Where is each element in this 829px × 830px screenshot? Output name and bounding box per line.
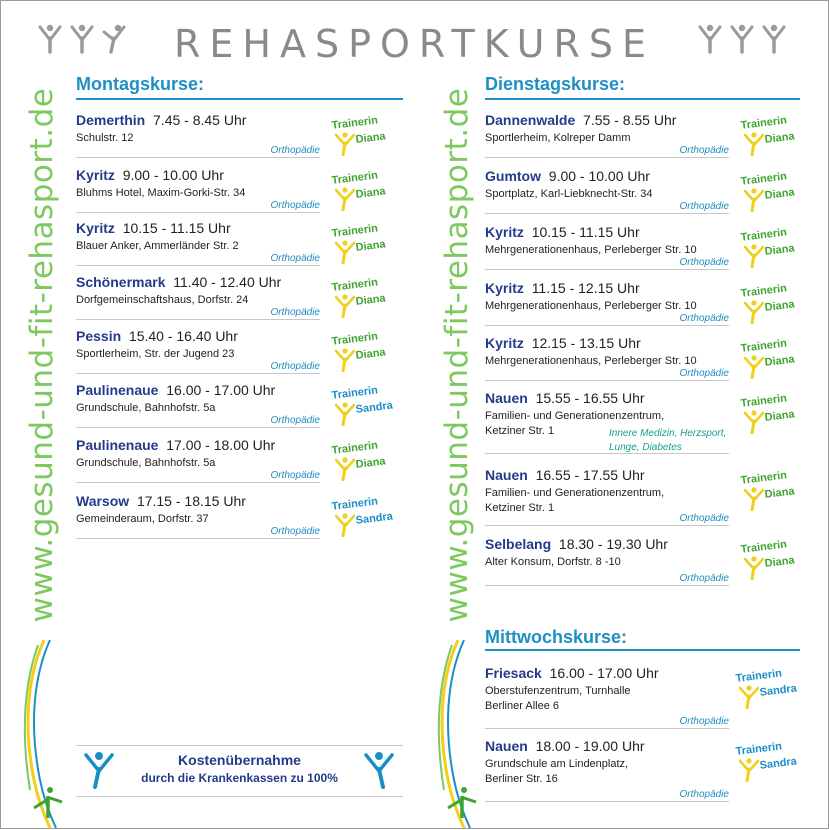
course-time: 7.55 - 8.55 Uhr bbox=[583, 112, 677, 128]
course-entry bbox=[485, 280, 729, 326]
course-time: 9.00 - 10.00 Uhr bbox=[122, 167, 224, 183]
course-time: 11.15 - 12.15 Uhr bbox=[531, 280, 640, 296]
course-time: 18.00 - 19.00 Uhr bbox=[535, 738, 645, 754]
course-address-line: Sportlerheim, Kolreper Damm bbox=[485, 132, 631, 144]
header-figures-right bbox=[698, 24, 786, 54]
trainer-word: Trainerin bbox=[740, 170, 788, 188]
trainer-name: Diana bbox=[355, 455, 387, 471]
course-time: 12.15 - 13.15 Uhr bbox=[531, 335, 641, 351]
trainer-badge-sandra bbox=[331, 384, 405, 430]
cost-note-line2: durch die Krankenkassen zu 100% bbox=[141, 771, 338, 785]
trainer-name: Sandra bbox=[759, 682, 798, 699]
course-address-line: Mehrgenerationenhaus, Perleberger Str. 10 bbox=[485, 300, 697, 312]
course-address bbox=[485, 486, 664, 516]
course-entry bbox=[76, 167, 320, 213]
course-heading bbox=[485, 112, 676, 128]
trainer-figure-icon bbox=[744, 244, 764, 268]
section-rule bbox=[485, 649, 800, 651]
trainer-figure-icon bbox=[335, 457, 355, 481]
trainer-badge-diana bbox=[740, 337, 814, 383]
course-place: Kyritz bbox=[76, 220, 115, 236]
trainer-badge-diana bbox=[331, 330, 405, 376]
header bbox=[0, 18, 829, 68]
course-place: Pessin bbox=[76, 328, 122, 344]
course-category: Orthopädie bbox=[270, 253, 320, 264]
trainer-name: Sandra bbox=[355, 399, 394, 416]
entry-divider bbox=[76, 482, 320, 483]
trainer-figure-icon bbox=[335, 187, 355, 211]
course-heading bbox=[485, 280, 640, 296]
course-address bbox=[76, 347, 234, 362]
person-figure-icon bbox=[762, 24, 786, 54]
course-address-line: Mehrgenerationenhaus, Perleberger Str. 10 bbox=[485, 244, 697, 256]
course-entry bbox=[76, 328, 320, 374]
website-url[interactable]: www.gesund-und-fit-rehasport.de bbox=[24, 87, 60, 623]
trainer-badge-diana bbox=[740, 469, 814, 515]
course-time: 16.55 - 17.55 Uhr bbox=[535, 467, 645, 483]
course-address bbox=[76, 456, 215, 471]
trainer-figure-icon bbox=[744, 132, 764, 156]
trainer-figure-icon bbox=[744, 300, 764, 324]
trainer-word: Trainerin bbox=[740, 538, 788, 556]
course-address bbox=[485, 684, 631, 714]
entry-divider bbox=[485, 380, 729, 381]
trainer-name: Sandra bbox=[355, 510, 394, 527]
course-address bbox=[485, 131, 631, 146]
entry-divider bbox=[76, 212, 320, 213]
trainer-badge-diana bbox=[331, 114, 405, 160]
person-figure-icon bbox=[730, 24, 754, 54]
trainer-badge-sandra bbox=[735, 667, 809, 713]
course-category: Orthopädie bbox=[679, 573, 729, 584]
section-rule bbox=[485, 98, 800, 100]
course-place: Dannenwalde bbox=[485, 112, 576, 128]
trainer-word: Trainerin bbox=[331, 222, 379, 240]
course-category: Orthopädie bbox=[270, 415, 320, 426]
course-heading bbox=[485, 224, 640, 240]
course-address-line: Sportplatz, Karl-Liebknecht-Str. 34 bbox=[485, 188, 653, 200]
trainer-name: Diana bbox=[764, 186, 796, 202]
course-place: Nauen bbox=[485, 467, 528, 483]
course-address bbox=[485, 243, 697, 258]
course-entry bbox=[76, 274, 320, 320]
course-address-line: Dorfgemeinschaftshaus, Dorfstr. 24 bbox=[76, 294, 249, 306]
course-time: 10.15 - 11.15 Uhr bbox=[122, 220, 231, 236]
course-category: Orthopädie bbox=[270, 470, 320, 481]
course-entry bbox=[485, 224, 729, 270]
course-category: Orthopädie bbox=[270, 145, 320, 156]
trainer-word: Trainerin bbox=[331, 276, 379, 294]
course-entry bbox=[76, 382, 320, 428]
entry-divider bbox=[76, 373, 320, 374]
entry-divider bbox=[485, 269, 729, 270]
trainer-figure-icon bbox=[335, 513, 355, 537]
entry-divider bbox=[485, 157, 729, 158]
entry-divider bbox=[485, 325, 729, 326]
trainer-name: Diana bbox=[355, 130, 387, 146]
trainer-badge-diana bbox=[331, 276, 405, 322]
entry-divider bbox=[76, 157, 320, 158]
trainer-badge-diana bbox=[740, 170, 814, 216]
trainer-badge-sandra bbox=[331, 495, 405, 541]
trainer-name: Diana bbox=[355, 238, 387, 254]
course-address bbox=[485, 555, 621, 570]
course-heading bbox=[485, 390, 645, 406]
trainer-word: Trainerin bbox=[331, 169, 379, 187]
course-address bbox=[76, 293, 248, 308]
course-place: Warsow bbox=[76, 493, 130, 509]
trainer-word: Trainerin bbox=[331, 114, 379, 132]
trainer-word: Trainerin bbox=[331, 384, 379, 402]
course-address bbox=[76, 401, 215, 416]
course-heading bbox=[76, 382, 275, 398]
course-entry bbox=[485, 665, 729, 729]
trainer-name: Diana bbox=[764, 353, 796, 369]
trainer-badge-diana bbox=[331, 222, 405, 268]
person-figure-icon bbox=[698, 24, 722, 54]
trainer-badge-diana bbox=[740, 538, 814, 584]
trainer-figure-icon bbox=[739, 758, 759, 782]
course-category: Orthopädie bbox=[270, 361, 320, 372]
course-category-line: Innere Medizin, Herzsport, bbox=[609, 428, 727, 439]
trainer-badge-diana bbox=[740, 226, 814, 272]
course-address bbox=[76, 131, 133, 146]
trainer-badge-diana bbox=[331, 439, 405, 485]
course-category: Orthopädie bbox=[270, 526, 320, 537]
page-title: REHASPORTKURSE bbox=[173, 22, 656, 66]
course-place: Kyritz bbox=[76, 167, 115, 183]
trainer-figure-icon bbox=[335, 402, 355, 426]
course-heading bbox=[76, 493, 246, 509]
course-category-multi bbox=[609, 427, 739, 455]
trainer-name: Diana bbox=[764, 408, 796, 424]
trainer-badge-sandra bbox=[735, 740, 809, 786]
trainer-figure-icon bbox=[335, 240, 355, 264]
entry-divider bbox=[485, 213, 729, 214]
course-place: Nauen bbox=[485, 390, 528, 406]
course-category: Orthopädie bbox=[270, 307, 320, 318]
section-title-dienstag: Dienstagskurse: bbox=[485, 74, 626, 94]
trainer-figure-icon bbox=[335, 294, 355, 318]
course-place: Selbelang bbox=[485, 536, 552, 552]
course-time: 10.15 - 11.15 Uhr bbox=[531, 224, 640, 240]
course-place: Kyritz bbox=[485, 280, 524, 296]
course-category: Orthopädie bbox=[679, 716, 729, 727]
course-entry bbox=[485, 738, 729, 802]
trainer-name: Diana bbox=[764, 554, 796, 570]
course-heading bbox=[485, 168, 650, 184]
trainer-word: Trainerin bbox=[740, 392, 788, 410]
course-address-line: Berliner Allee 6 bbox=[485, 700, 559, 712]
course-place: Friesack bbox=[485, 665, 542, 681]
course-address-line: Grundschule, Bahnhofstr. 5a bbox=[76, 402, 216, 414]
course-address bbox=[485, 187, 653, 202]
course-category: Orthopädie bbox=[679, 313, 729, 324]
entry-divider bbox=[76, 319, 320, 320]
trainer-word: Trainerin bbox=[740, 337, 788, 355]
course-address bbox=[485, 757, 628, 787]
course-category: Orthopädie bbox=[679, 368, 729, 379]
trainer-name: Diana bbox=[355, 185, 387, 201]
course-time: 17.15 - 18.15 Uhr bbox=[136, 493, 246, 509]
course-address-line: Mehrgenerationenhaus, Perleberger Str. 10 bbox=[485, 355, 697, 367]
trainer-badge-diana bbox=[740, 114, 814, 160]
trainer-word: Trainerin bbox=[735, 667, 783, 685]
trainer-figure-icon bbox=[335, 348, 355, 372]
course-time: 15.55 - 16.55 Uhr bbox=[535, 390, 645, 406]
section-title-montag: Montagskurse: bbox=[76, 74, 205, 94]
course-heading bbox=[76, 167, 224, 183]
course-heading bbox=[76, 274, 281, 290]
course-address-line: Familien- und Generationenzentrum, bbox=[485, 487, 665, 499]
course-heading bbox=[485, 665, 659, 681]
trainer-name: Sandra bbox=[759, 755, 798, 772]
trainer-name: Diana bbox=[764, 298, 796, 314]
website-url[interactable]: www.gesund-und-fit-rehasport.de bbox=[439, 87, 475, 623]
trainer-badge-diana bbox=[740, 392, 814, 438]
course-category: Orthopädie bbox=[679, 789, 729, 800]
course-address-line: Oberstufenzentrum, Turnhalle bbox=[485, 685, 631, 697]
trainer-name: Diana bbox=[764, 130, 796, 146]
course-place: Kyritz bbox=[485, 335, 524, 351]
course-address-line: Schulstr. 12 bbox=[76, 132, 134, 144]
trainer-name: Diana bbox=[764, 242, 796, 258]
website-url-vertical-middle[interactable] bbox=[439, 70, 475, 640]
trainer-word: Trainerin bbox=[740, 226, 788, 244]
course-category-line: Lunge, Diabetes bbox=[609, 442, 682, 453]
course-entry bbox=[485, 467, 729, 526]
course-address-line: Grundschule, Bahnhofstr. 5a bbox=[76, 457, 216, 469]
course-place: Demerthin bbox=[76, 112, 146, 128]
trainer-word: Trainerin bbox=[740, 114, 788, 132]
trainer-word: Trainerin bbox=[735, 740, 783, 758]
course-heading bbox=[485, 335, 641, 351]
course-address-line: Ketziner Str. 1 bbox=[485, 425, 555, 437]
trainer-figure-icon bbox=[739, 685, 759, 709]
course-entry bbox=[76, 493, 320, 539]
course-entry bbox=[485, 335, 729, 381]
trainer-badge-diana bbox=[331, 169, 405, 215]
course-address-line: Familien- und Generationenzentrum, bbox=[485, 410, 665, 422]
course-time: 16.00 - 17.00 Uhr bbox=[549, 665, 659, 681]
course-address-line: Ketziner Str. 1 bbox=[485, 502, 555, 514]
course-place: Nauen bbox=[485, 738, 528, 754]
course-entry bbox=[76, 112, 320, 158]
trainer-name: Diana bbox=[764, 485, 796, 501]
decorative-swoosh bbox=[14, 640, 64, 830]
course-time: 18.30 - 19.30 Uhr bbox=[558, 536, 668, 552]
course-address-line: Blauer Anker, Ammerländer Str. 2 bbox=[76, 240, 239, 252]
course-category: Orthopädie bbox=[679, 257, 729, 268]
course-time: 16.00 - 17.00 Uhr bbox=[166, 382, 276, 398]
course-place: Kyritz bbox=[485, 224, 524, 240]
website-url-vertical-left[interactable] bbox=[24, 70, 60, 640]
trainer-word: Trainerin bbox=[331, 439, 379, 457]
course-heading bbox=[76, 437, 275, 453]
course-entry bbox=[76, 437, 320, 483]
course-heading bbox=[485, 467, 645, 483]
trainer-badge-diana bbox=[740, 282, 814, 328]
course-time: 11.40 - 12.40 Uhr bbox=[173, 274, 282, 290]
course-address-line: Berliner Str. 16 bbox=[485, 773, 558, 785]
entry-divider bbox=[485, 585, 729, 586]
trainer-figure-icon bbox=[744, 410, 764, 434]
course-place: Gumtow bbox=[485, 168, 541, 184]
course-entry bbox=[485, 536, 729, 586]
course-entry bbox=[485, 168, 729, 214]
course-category: Orthopädie bbox=[679, 201, 729, 212]
course-time: 7.45 - 8.45 Uhr bbox=[153, 112, 247, 128]
entry-divider bbox=[76, 538, 320, 539]
course-address-line: Grundschule am Lindenplatz, bbox=[485, 758, 629, 770]
course-time: 9.00 - 10.00 Uhr bbox=[548, 168, 650, 184]
course-address-line: Sportlerheim, Str. der Jugend 23 bbox=[76, 348, 235, 360]
trainer-figure-icon bbox=[335, 132, 355, 156]
course-time: 17.00 - 18.00 Uhr bbox=[166, 437, 276, 453]
course-entry bbox=[485, 112, 729, 158]
course-heading bbox=[76, 328, 238, 344]
course-address-line: Bluhms Hotel, Maxim-Gorki-Str. 34 bbox=[76, 187, 246, 199]
course-place: Paulinenaue bbox=[76, 382, 159, 398]
course-place: Paulinenaue bbox=[76, 437, 159, 453]
entry-divider bbox=[76, 265, 320, 266]
cost-coverage-note bbox=[76, 745, 403, 797]
section-title-mittwoch: Mittwochskurse: bbox=[485, 627, 628, 647]
course-address bbox=[485, 354, 697, 369]
course-address-line: Gemeinderaum, Dorfstr. 37 bbox=[76, 513, 209, 525]
course-heading bbox=[76, 112, 246, 128]
course-address bbox=[76, 512, 209, 527]
course-heading bbox=[485, 738, 645, 754]
section-rule bbox=[76, 98, 403, 100]
decorative-swoosh bbox=[428, 640, 478, 830]
entry-divider bbox=[485, 525, 729, 526]
trainer-word: Trainerin bbox=[331, 495, 379, 513]
trainer-figure-icon bbox=[744, 556, 764, 580]
entry-divider bbox=[485, 801, 729, 802]
course-heading bbox=[485, 536, 668, 552]
trainer-figure-icon bbox=[744, 487, 764, 511]
course-address bbox=[76, 186, 245, 201]
entry-divider bbox=[485, 728, 729, 729]
course-category: Orthopädie bbox=[270, 200, 320, 211]
course-address bbox=[76, 239, 239, 254]
trainer-word: Trainerin bbox=[740, 469, 788, 487]
trainer-word: Trainerin bbox=[740, 282, 788, 300]
course-category: Orthopädie bbox=[679, 513, 729, 524]
trainer-name: Diana bbox=[355, 346, 387, 362]
trainer-figure-icon bbox=[744, 188, 764, 212]
course-category: Orthopädie bbox=[679, 145, 729, 156]
trainer-word: Trainerin bbox=[331, 330, 379, 348]
course-heading bbox=[76, 220, 231, 236]
cost-note-line1: Kostenübernahme bbox=[178, 752, 301, 768]
course-address bbox=[485, 299, 697, 314]
course-time: 15.40 - 16.40 Uhr bbox=[128, 328, 238, 344]
course-place: Schönermark bbox=[76, 274, 166, 290]
trainer-name: Diana bbox=[355, 292, 387, 308]
course-entry bbox=[76, 220, 320, 266]
course-address-line: Alter Konsum, Dorfstr. 8 -10 bbox=[485, 556, 621, 568]
trainer-figure-icon bbox=[744, 355, 764, 379]
person-figure-icon bbox=[364, 751, 394, 789]
entry-divider bbox=[76, 427, 320, 428]
